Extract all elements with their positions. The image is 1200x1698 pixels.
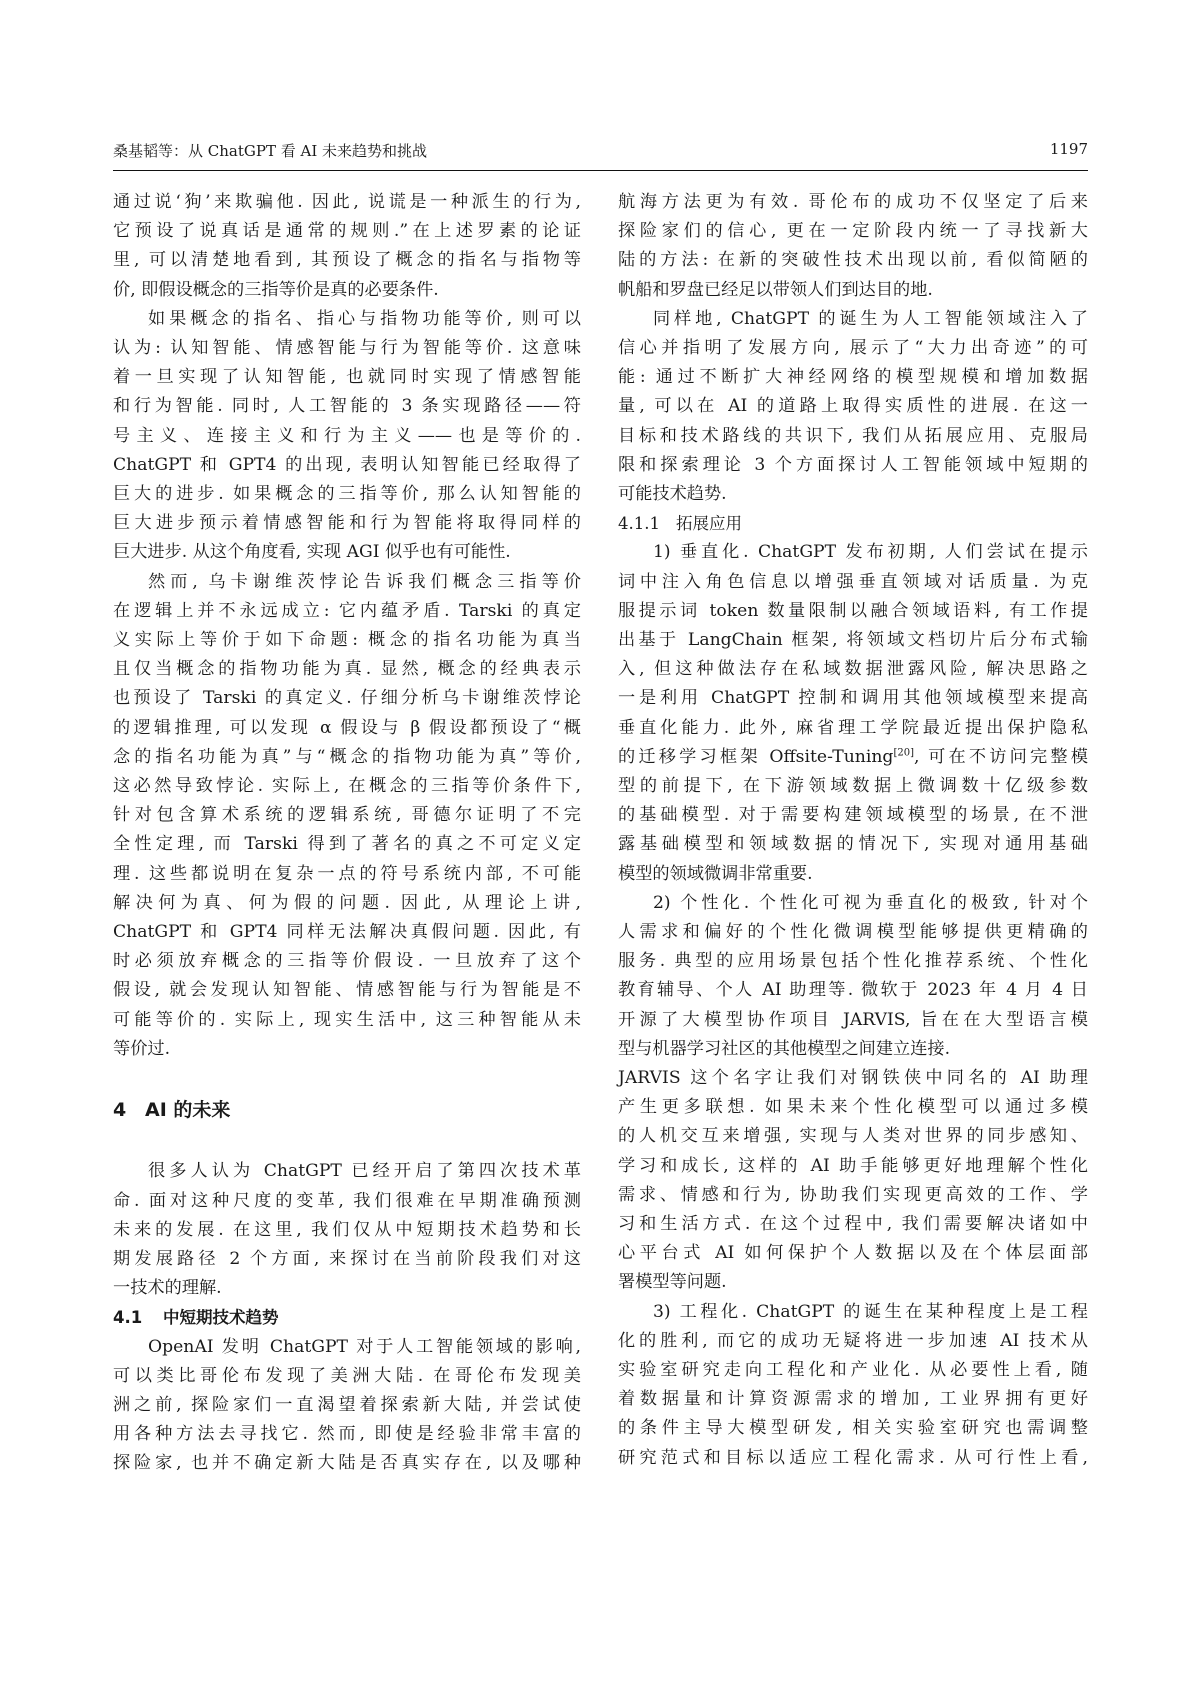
paragraph-line: 价, 即假设概念的三指等价是真的必要条件. — [113, 279, 439, 300]
paragraph-line: 露基础模型和领域数据的情况下, 实现对通用基础 — [618, 834, 1088, 855]
paragraph-line: 这必然导致悖论. 实际上, 在概念的三指等价条件下, — [113, 776, 581, 796]
paragraph-line: 探险家, 也并不确定新大陆是否真实存在, 以及哪种 — [113, 1453, 581, 1474]
paragraph-line: 理. 这些都说明在复杂一点的符号系统内部, 不可能 — [113, 863, 581, 884]
paragraph-line: 很多人认为 ChatGPT 已经开启了第四次技术革 — [148, 1161, 581, 1182]
paragraph-line: 模型的领域微调非常重要. — [618, 863, 813, 884]
paragraph-line: 的逻辑推理, 可以发现 α 假设与 β 假设都预设了“概 — [113, 717, 581, 738]
paragraph-line: 研究范式和目标以适应工程化需求. 从可行性上看, — [618, 1447, 1088, 1468]
paragraph-line: 的人机交互来增强, 实现与人类对世界的同步感知、 — [618, 1126, 1088, 1147]
paragraph-line: 同样地, ChatGPT 的诞生为人工智能领域注入了 — [653, 308, 1088, 329]
section-number: 4 — [113, 1099, 127, 1122]
paragraph-line: 1) 垂直化. ChatGPT 发布初期, 人们尝试在提示 — [653, 542, 1088, 563]
section-title: 拓展应用 — [676, 514, 742, 534]
paragraph-line: 洲之前, 探险家们一直渴望着探索新大陆, 并尝试使 — [113, 1395, 581, 1416]
paragraph-line: 能: 通过不断扩大神经网络的模型规模和增加数据 — [618, 367, 1088, 388]
text-span: , 可在不访问完整模 — [913, 746, 1088, 767]
paragraph-line: 命. 面对这种尺度的变革, 我们很难在早期准确预测 — [113, 1190, 581, 1211]
running-title: 桑基韬等：从 ChatGPT 看 AI 未来趋势和挑战 — [113, 142, 428, 160]
paragraph-line: 需求、情感和行为, 协助我们实现更高效的工作、学 — [618, 1184, 1088, 1205]
paragraph-line: 等价过. — [113, 1038, 171, 1059]
paragraph-line: 巨大进步. 从这个角度看, 实现 AGI 似乎也有可能性. — [113, 542, 511, 563]
section-title: AI 的未来 — [145, 1099, 231, 1122]
paragraph-line: 着数据量和计算资源需求的增加, 工业界拥有更好 — [618, 1389, 1088, 1410]
paragraph-line: 念的指名功能为真”与“概念的指物功能为真”等价, — [113, 746, 581, 767]
paragraph-line: 且仅当概念的指物功能为真. 显然, 概念的经典表示 — [113, 659, 581, 680]
section-number: 4.1.1 — [618, 514, 660, 534]
paragraph-line: 全性定理, 而 Tarski 得到了著名的真之不可定义定 — [113, 834, 581, 855]
paragraph-line: 署模型等问题. — [618, 1272, 727, 1293]
paragraph-line: 期发展路径 2 个方面, 来探讨在当前阶段我们对这 — [113, 1249, 581, 1270]
paragraph-line: 目标和技术路线的共识下, 我们从拓展应用、克服局 — [618, 425, 1088, 446]
paragraph-line: 探险家们的信心, 更在一定阶段内统一了寻找新大 — [618, 221, 1088, 242]
paragraph-line: 教育辅导、个人 AI 助理等. 微软于 2023 年 4 月 4 日 — [618, 980, 1088, 1001]
paragraph-line: 航海方法更为有效. 哥伦布的成功不仅坚定了后来 — [618, 192, 1088, 212]
paragraph-line: 一是利用 ChatGPT 控制和调用其他领域模型来提高 — [618, 688, 1088, 709]
paragraph-line: 在逻辑上并不永远成立: 它内蕴矛盾. Tarski 的真定 — [113, 600, 581, 621]
paragraph-line: 里, 可以清楚地看到, 其预设了概念的指名与指物等 — [113, 250, 581, 271]
paragraph-line: 可能等价的. 实际上, 现实生活中, 这三种智能从未 — [113, 1009, 581, 1030]
paragraph-line: 帆船和罗盘已经足以带领人们到达目的地. — [618, 279, 933, 300]
paragraph-line: 假设, 就会发现认知智能、情感智能与行为智能是不 — [113, 980, 581, 1001]
section-heading-4-1 — [113, 1303, 581, 1332]
paragraph-line: 义实际上等价于如下命题: 概念的指名功能为真当 — [113, 630, 581, 650]
paragraph-line: 巨大进步预示着情感智能和行为智能将取得同样的 — [113, 513, 581, 534]
paragraph-line-with-citation — [618, 743, 1088, 772]
paragraph-line: ChatGPT 和 GPT4 的出现, 表明认知智能已经取得了 — [113, 454, 581, 475]
paragraph-line: 3) 工程化. ChatGPT 的诞生在某种程度上是工程 — [653, 1301, 1088, 1322]
paragraph-line: 号主义、连接主义和行为主义——也是等价的. — [113, 425, 581, 446]
section-heading-4 — [113, 1096, 581, 1125]
paragraph-line: 服提示词 token 数量限制以融合领域语料, 有工作提 — [618, 600, 1088, 621]
paragraph-line: 巨大的进步. 如果概念的三指等价, 那么认知智能的 — [113, 484, 581, 504]
paragraph-line: 可以类比哥伦布发现了美洲大陆. 在哥伦布发现美 — [113, 1365, 581, 1386]
paragraph-line: 学习和成长, 这样的 AI 助手能够更好地理解个性化 — [618, 1155, 1088, 1176]
paragraph-line: 着一旦实现了认知智能, 也就同时实现了情感智能 — [113, 367, 581, 388]
paragraph-line: 量, 可以在 AI 的道路上取得实质性的进展. 在这一 — [618, 396, 1088, 417]
paragraph-line: 可能技术趋势. — [618, 484, 727, 504]
paragraph-line: 通过说‘狗’来欺骗他. 因此, 说谎是一种派生的行为, — [113, 192, 581, 212]
running-header — [113, 138, 1088, 166]
paragraph-line: 它预设了说真话是通常的规则.”在上述罗素的论证 — [113, 221, 581, 242]
paragraph-line: 产生更多联想. 如果未来个性化模型可以通过多模 — [618, 1097, 1088, 1118]
paragraph-line: 时必须放弃概念的三指等价假设. 一旦放弃了这个 — [113, 951, 581, 972]
paragraph-line: 心平台式 AI 如何保护个人数据以及在个体层面部 — [618, 1243, 1088, 1264]
paragraph-line: OpenAI 发明 ChatGPT 对于人工智能领域的影响, — [148, 1336, 581, 1357]
paragraph-line: 开源了大模型协作项目 JARVIS, 旨在在大型语言模 — [618, 1009, 1088, 1030]
paragraph-line: 如果概念的指名、指心与指物功能等价, 则可以 — [148, 308, 581, 329]
paragraph-line: JARVIS 这个名字让我们对钢铁侠中同名的 AI 助理 — [618, 1068, 1088, 1088]
paragraph-line: 和行为智能. 同时, 人工智能的 3 条实现路径——符 — [113, 396, 581, 417]
paragraph-line: 然而, 乌卡谢维茨悖论告诉我们概念三指等价 — [148, 571, 581, 592]
paragraph-line: 入, 但这种做法存在私域数据泄露风险, 解决思路之 — [618, 659, 1088, 680]
paragraph-line: ChatGPT 和 GPT4 同样无法解决真假问题. 因此, 有 — [113, 922, 581, 942]
paragraph-line: 用各种方法去寻找它. 然而, 即使是经验非常丰富的 — [113, 1424, 581, 1445]
paragraph-line: 型与机器学习社区的其他模型之间建立连接. — [618, 1038, 951, 1059]
section-heading-4-1-1 — [618, 509, 1088, 538]
section-number: 4.1 — [113, 1308, 143, 1328]
text-span: 的迁移学习框架 Offsite-Tuning — [618, 746, 894, 767]
citation-link[interactable]: [20] — [893, 747, 914, 759]
paragraph-line: 人需求和偏好的个性化微调模型能够提供更精确的 — [618, 922, 1088, 942]
paragraph-line: 认为: 认知智能、情感智能与行为智能等价. 这意味 — [113, 338, 581, 358]
paragraph-line: 信心并指明了发展方向, 展示了“大力出奇迹”的可 — [618, 338, 1088, 358]
paragraph-line: 的条件主导大模型研发, 相关实验室研究也需调整 — [618, 1418, 1088, 1439]
paragraph-line: 出基于 LangChain 框架, 将领域文档切片后分布式输 — [618, 630, 1088, 650]
paragraph-line: 限和探索理论 3 个方面探讨人工智能领域中短期的 — [618, 454, 1088, 475]
paragraph-line: 未来的发展. 在这里, 我们仅从中短期技术趋势和长 — [113, 1219, 581, 1240]
paragraph-line: 实验室研究走向工程化和产业化. 从必要性上看, 随 — [618, 1360, 1088, 1380]
paragraph-line: 型的前提下, 在下游领域数据上微调数十亿级参数 — [618, 776, 1088, 796]
paragraph-line: 一技术的理解. — [113, 1278, 222, 1299]
paragraph-line: 服务. 典型的应用场景包括个性化推荐系统、个性化 — [618, 951, 1088, 972]
paragraph-line: 也预设了 Tarski 的真定义. 仔细分析乌卡谢维茨悖论 — [113, 688, 581, 709]
paragraph-line: 解决何为真、何为假的问题. 因此, 从理论上讲, — [113, 892, 581, 913]
paragraph-line: 2) 个性化. 个性化可视为垂直化的极致, 针对个 — [653, 892, 1088, 913]
paragraph-line: 化的胜利, 而它的成功无疑将进一步加速 AI 技术从 — [618, 1330, 1088, 1351]
page-number: 1197 — [1049, 140, 1088, 158]
paragraph-line: 垂直化能力. 此外, 麻省理工学院最近提出保护隐私 — [618, 717, 1088, 738]
paragraph-line: 的基础模型. 对于需要构建领域模型的场景, 在不泄 — [618, 805, 1088, 826]
paragraph-line: 陆的方法: 在新的突破性技术出现以前, 看似简陋的 — [618, 250, 1088, 271]
section-title: 中短期技术趋势 — [163, 1308, 279, 1328]
paragraph-line: 习和生活方式. 在这个过程中, 我们需要解决诸如中 — [618, 1214, 1088, 1234]
paragraph-line: 针对包含算术系统的逻辑系统, 哥德尔证明了不完 — [113, 805, 581, 826]
paragraph-line: 词中注入角色信息以增强垂直领域对话质量. 为克 — [618, 571, 1088, 592]
header-rule — [113, 170, 1088, 171]
